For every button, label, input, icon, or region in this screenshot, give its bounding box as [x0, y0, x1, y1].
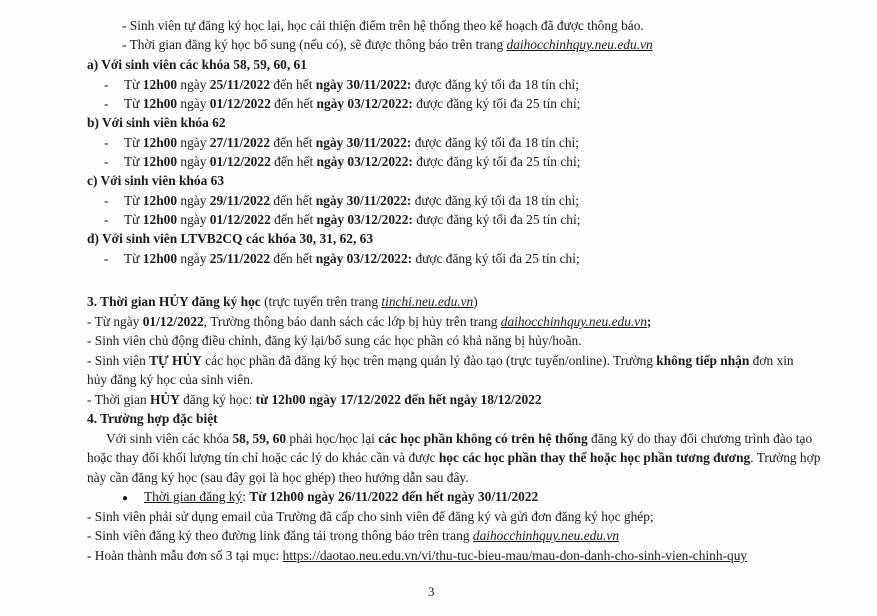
heading-group-c: c) Với sinh viên khóa 63 — [87, 173, 225, 188]
section-4-p2: - Sinh viên đăng ký theo đường link đăng tải trong thông báo trên trang daihocchinhquy.neu.edu.vn — [87, 528, 620, 543]
section-3-p4: - Thời gian HỦY đăng ký học: từ 12h00 ngày 17/12/2022 đến hết ngày 18/12/2022 — [87, 392, 542, 407]
section-4-line-3: này cần đăng ký học (sau đây gọi là học ghép) theo hướng dẫn sau đây. — [87, 470, 469, 485]
section-3-p2: - Sinh viên chủ động điều chỉnh, đăng ký lại/bổ sung các học phần có khả năng bị hủy/hoãn. — [87, 333, 582, 348]
group-b-item-2: - Từ 12h00 ngày 01/12/2022 đến hết ngày 03/12/2022: được đăng ký tối đa 25 tín chỉ; — [104, 154, 581, 169]
section-4-p1: - Sinh viên phải sử dụng email của Trường đã cấp cho sinh viên để đăng ký và gửi đơn đăng ký học ghép; — [87, 509, 654, 524]
section-4-p3: - Hoàn thành mẫu đơn số 3 tại mục: https://daotao.neu.edu.vn/vi/thu-tuc-bieu-mau/mau-don-danh-cho-sinh-vien-chinh-quy — [87, 548, 748, 563]
section-4-line-2: hoặc thay đổi khối lượng tín chỉ hoặc các lý do khác cần và được học các học phần thay thế hoặc học phần tương đương. Trường hợp — [87, 450, 821, 465]
section-4-registration-time: ● Thời gian đăng ký: Từ 12h00 ngày 26/11/2022 đến hết ngày 30/11/2022 — [122, 488, 538, 507]
heading-group-d: d) Với sinh viên LTVB2CQ các khóa 30, 31, 62, 63 — [87, 231, 374, 246]
group-c-item-2: - Từ 12h00 ngày 01/12/2022 đến hết ngày 03/12/2022: được đăng ký tối đa 25 tín chỉ; — [104, 212, 581, 227]
group-b-item-1: - Từ 12h00 ngày 27/11/2022 đến hết ngày 30/11/2022: được đăng ký tối đa 18 tín chỉ; — [104, 135, 579, 150]
page-number: 3 — [428, 584, 435, 599]
intro-line-1: - Sinh viên tự đăng ký học lại, học cải thiện điểm trên hệ thống theo kế hoạch đã được thông báo. — [122, 18, 644, 33]
daihocchinhquy-link-3[interactable]: daihocchinhquy.neu.edu.vn — [472, 528, 620, 543]
section-3-heading: 3. Thời gian HỦY đăng ký học (trực tuyến trên trang tinchi.neu.edu.vn) — [87, 294, 478, 309]
group-a-item-2: - Từ 12h00 ngày 01/12/2022 đến hết ngày 03/12/2022: được đăng ký tối đa 25 tín chỉ; — [104, 96, 581, 111]
bullet-icon: ● — [122, 493, 129, 504]
heading-group-b: b) Với sinh viên khóa 62 — [87, 115, 226, 130]
daihocchinhquy-link-2[interactable]: daihocchinhquy.neu.edu.vn — [500, 314, 647, 329]
intro-line-2: - Thời gian đăng ký học bổ sung (nếu có), sẽ được thông báo trên trang daihocchinhquy.neu.edu.vn — [122, 37, 653, 52]
group-a-item-1: - Từ 12h00 ngày 25/11/2022 đến hết ngày 30/11/2022: được đăng ký tối đa 18 tín chỉ; — [104, 77, 579, 92]
form-url-link[interactable]: https://daotao.neu.edu.vn/vi/thu-tuc-bieu-mau/mau-don-danh-cho-sinh-vien-chinh-quy — [282, 548, 748, 563]
heading-group-a: a) Với sinh viên các khóa 58, 59, 60, 61 — [87, 57, 307, 72]
section-4-line-1: Với sinh viên các khóa 58, 59, 60 phải học/học lại các học phần không có trên hệ thống đăng ký do thay đổi chương trình đào tạo — [106, 431, 813, 446]
section-3-p3-cont: hủy đăng ký học của sinh viên. — [87, 372, 254, 387]
group-c-item-1: - Từ 12h00 ngày 29/11/2022 đến hết ngày 30/11/2022: được đăng ký tối đa 18 tín chỉ; — [104, 193, 579, 208]
section-3-p1: - Từ ngày 01/12/2022, Trường thông báo danh sách các lớp bị hủy trên trang daihocchinhquy.neu.edu.vn; — [87, 314, 652, 329]
daihocchinhquy-link[interactable]: daihocchinhquy.neu.edu.vn — [506, 37, 653, 52]
tinchi-link[interactable]: tinchi.neu.edu.vn — [381, 294, 474, 309]
section-4-heading: 4. Trường hợp đặc biệt — [87, 411, 218, 426]
group-d-item-1: - Từ 12h00 ngày 25/11/2022 đến hết ngày 03/12/2022: được đăng ký tối đa 25 tín chỉ; — [104, 251, 580, 266]
section-3-p3: - Sinh viên TỰ HỦY các học phần đã đăng ký học trên mạng quản lý đào tạo (trực tuyến/online). Trường không tiếp nhận đơn xin — [87, 353, 794, 368]
